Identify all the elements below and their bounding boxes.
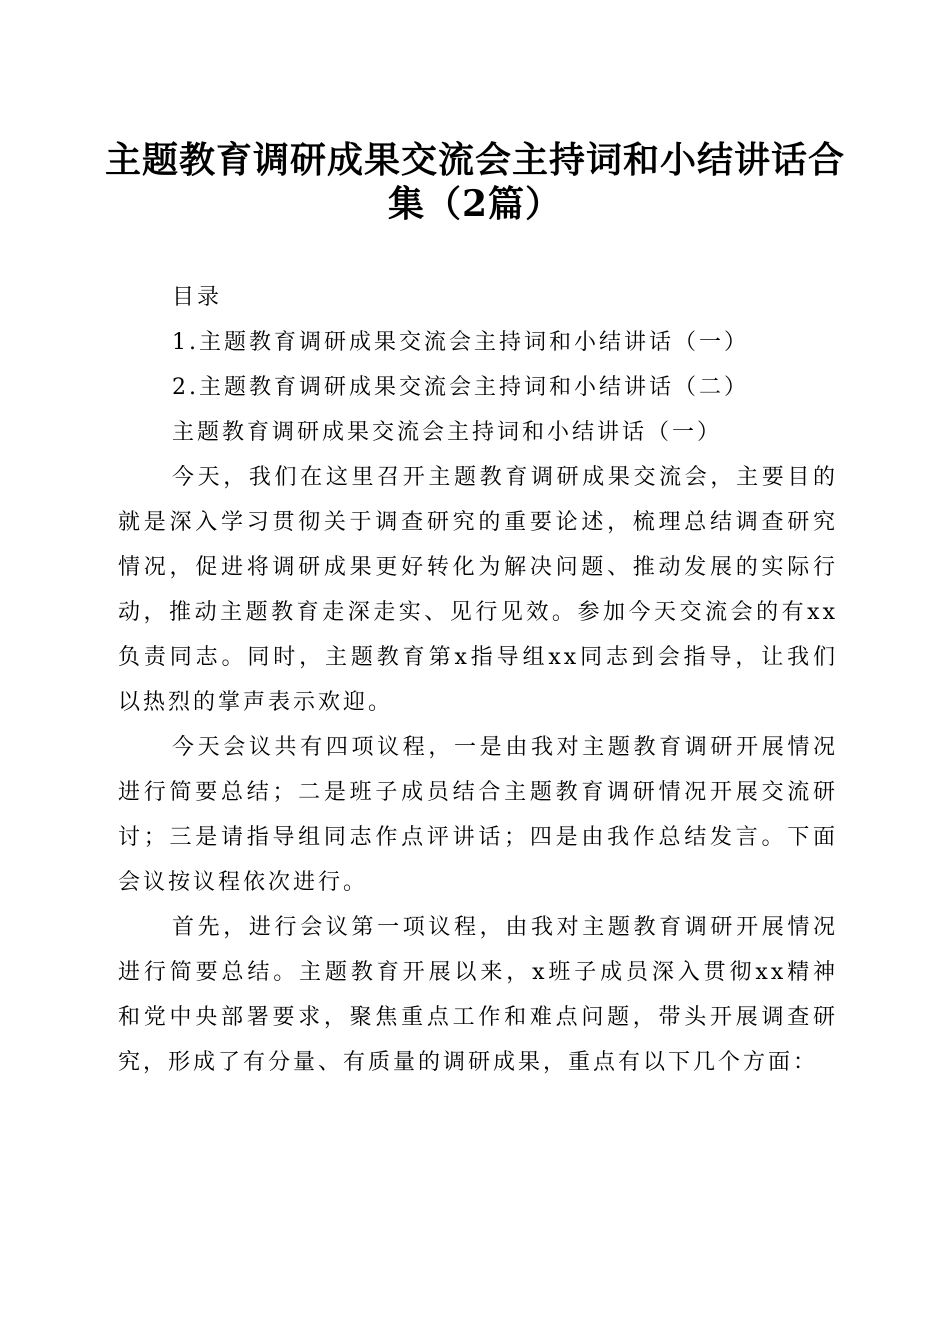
paragraph-3: 首先，进行会议第一项议程，由我对主题教育调研开展情况进行简要总结。主题教育开展以来，x班子成员深入贯彻xx精神和党中央部署要求，聚焦重点工作和难点问题，带头开展调查研究，形成了有分量、有质量的调研成果，重点有以下几个方面： [118, 915, 838, 1075]
document-title-line-2: 集（2篇） [387, 183, 563, 225]
toc-item-2: 2.主题教育调研成果交流会主持词和小结讲话（二） [172, 375, 749, 400]
section-heading: 主题教育调研成果交流会主持词和小结讲话（一） [172, 420, 723, 445]
paragraph-1: 今天，我们在这里召开主题教育调研成果交流会，主要目的就是深入学习贯彻关于调查研究的重要论述，梳理总结调查研究情况，促进将调研成果更好转化为解决问题、推动发展的实际行动，推动主题教育走深走实、见行见效。参加今天交流会的有xx负责同志。同时，主题教育第x指导组xx同志到会指导，让我们以热烈的掌声表示欢迎。 [118, 465, 838, 715]
paragraph-2: 今天会议共有四项议程，一是由我对主题教育调研开展情况进行简要总结；二是班子成员结合主题教育调研情况开展交流研讨；三是请指导组同志作点评讲话；四是由我作总结发言。下面会议按议程依次进行。 [118, 735, 838, 895]
body-paragraphs [118, 455, 838, 1085]
toc-item-1: 1.主题教育调研成果交流会主持词和小结讲话（一） [172, 330, 749, 355]
document-title-line-1: 主题教育调研成果交流会主持词和小结讲话合 [104, 139, 845, 181]
toc-heading: 目录 [172, 285, 223, 310]
